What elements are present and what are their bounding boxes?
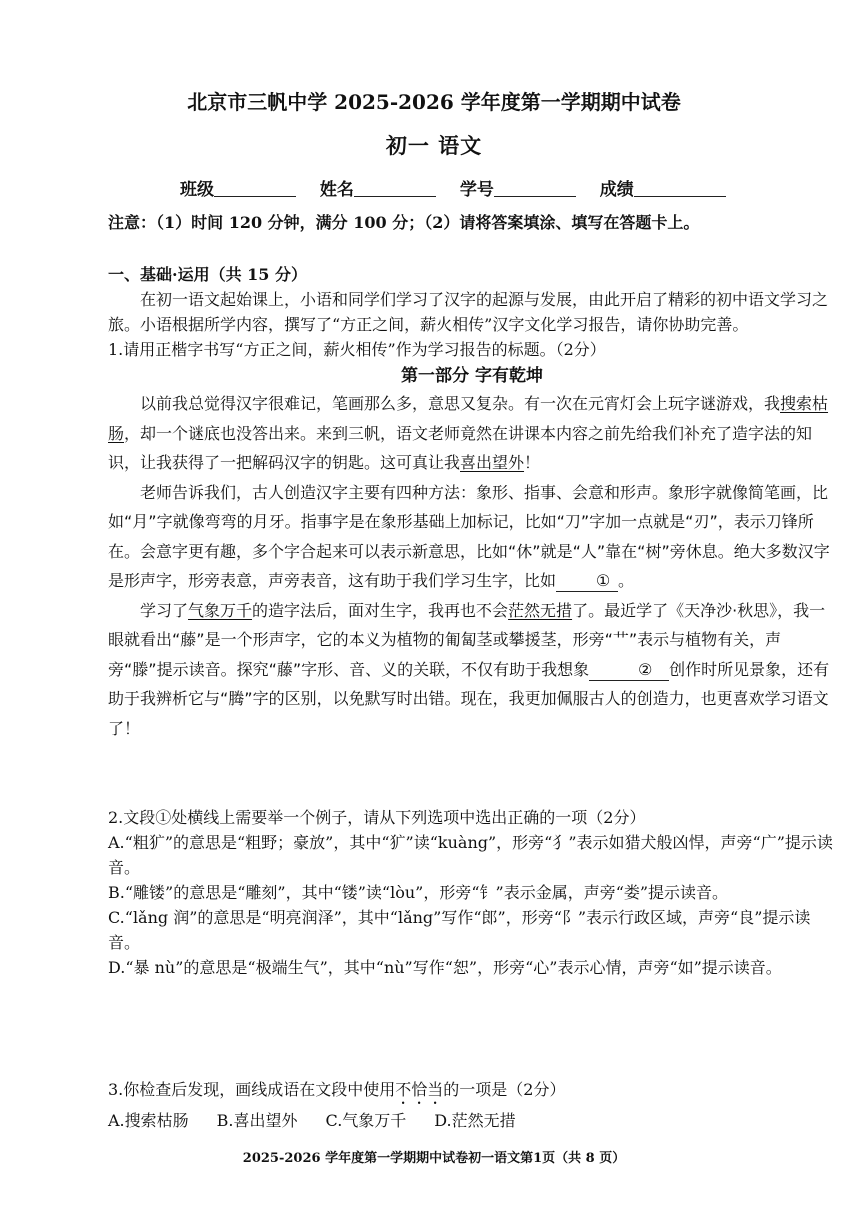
p2-text-b: 。 — [618, 571, 635, 590]
idiom-1: 搜索枯肠 — [108, 394, 829, 443]
class-label: 班级 — [180, 180, 214, 200]
q3-option-c[interactable]: C.气象万千 — [325, 1111, 407, 1130]
exam-title: 北京市三帆中学 2025-2026 学年度第一学期期中试卷 — [187, 90, 681, 114]
score-label: 成绩 — [599, 180, 634, 200]
q2-option-d[interactable]: D.“暴 nù”的意思是“极端生气”，其中“nù”写作“恕”，形旁“心”表示心情，声旁“如”提示读音。 — [108, 958, 782, 977]
p1-text-c: ！ — [524, 453, 541, 472]
name-label: 姓名 — [319, 180, 354, 200]
exam-subtitle: 初一 语文 — [385, 133, 483, 158]
section-1 — [108, 262, 836, 743]
idiom-3: 气象万千 — [188, 600, 253, 620]
class-blank[interactable] — [214, 180, 296, 197]
q3-options — [108, 1108, 836, 1133]
passage-paragraph-2 — [108, 478, 836, 596]
q3-stem-b: 的一项是（2分） — [443, 1080, 566, 1099]
name-blank[interactable] — [354, 180, 436, 197]
exam-notice: 注意：（1）时间 120 分钟，满分 100 分；（2）请将答案填涂、填写在答题卡上。 — [108, 213, 700, 232]
class-field — [180, 175, 296, 200]
student-info-row — [180, 175, 800, 200]
number-field — [460, 175, 576, 200]
section-1-intro: 在初一语文起始课上，小语和同学们学习了汉字的起源与发展，由此开启了精彩的初中语文学习之旅。小语根据所学内容，撰写了“方正之间，薪火相传”汉字文化学习报告，请你协助完善。 — [108, 290, 829, 334]
p3-text-d: 创作时所见景象，还有助于我辨析它与“腾”字的区别，以免默写时出错。现在，我更加佩服古人的创造力，也更喜欢学习语文了！ — [108, 659, 830, 738]
p2-text-a: 老师告诉我们，古人创造汉字主要有四种方法：象形、指事、会意和形声。象形字就像简笔画，比如“月”字就像弯弯的月牙。指事字是在象形基础上加标记，比如“刀”字加一点就是“刃”，表示刀锋所在。会意字更有趣，多个字合起来可以表示新意思，比如“休”就是“人”靠在“树”旁休息。绝大多数汉字是形声字，形旁表意，声旁表音，这有助于我们学习生字，比如 — [108, 482, 830, 590]
q3-option-a[interactable]: A.搜索枯肠 — [108, 1111, 189, 1130]
idiom-2: 喜出望外 — [460, 453, 525, 472]
name-field — [320, 175, 436, 200]
section-1-heading: 一、基础·运用（共 15 分） — [108, 265, 307, 284]
p1-text-b: ，却一个谜底也没答出来。来到三帆，语文老师竟然在讲课本内容之前先给我们补充了造字法的知识，让我获得了一把解码汉字的钥匙。这可真让我 — [108, 423, 813, 472]
question-2-stem: 2.文段①处横线上需要举一个例子，请从下列选项中选出正确的一项（2分） — [108, 808, 646, 827]
number-blank[interactable] — [494, 180, 576, 197]
q2-option-b[interactable]: B.“雕镂”的意思是“雕刻”，其中“镂”读“lòu”，形旁“钅”表示金属，声旁“娄”提示读音。 — [108, 883, 729, 902]
p3-text-b: 的造字法后，面对生字，我再也不会 — [252, 600, 509, 620]
part-1-title: 第一部分 字有乾坤 — [401, 366, 543, 386]
q3-option-b[interactable]: B.喜出望外 — [216, 1111, 298, 1130]
number-label: 学号 — [459, 180, 494, 200]
question-2 — [108, 805, 836, 980]
question-3 — [108, 1077, 836, 1133]
score-blank[interactable] — [634, 180, 726, 197]
q3-stem-a: 3.你检查后发现，画线成语在文段中使用 — [108, 1080, 396, 1099]
page-footer: 2025-2026 学年度第一学期期中试卷初一语文第1页（共 8 页） — [242, 1151, 626, 1166]
blank-1[interactable]: ① — [556, 571, 618, 592]
p3-text-a: 学习了 — [140, 600, 189, 620]
question-1: 1.请用正楷字书写“方正之间，薪火相传”作为学习报告的标题。（2分） — [108, 340, 606, 359]
passage-paragraph-3 — [108, 596, 836, 744]
p3-text-c: 了。最近学了《天净沙·秋思》，我一眼就看出“藤”是一个形声字，它的本义为植物的匍匐茎或攀援茎，形旁“艹”表示与植物有关，声旁“滕”提示读音。探究“藤”字形、音、义的关联，不仅有助于我想象 — [108, 600, 826, 679]
q2-option-a[interactable]: A.“粗犷”的意思是“粗野；豪放”，其中“犷”读“kuàng”，形旁“犭”表示如猎犬般凶悍，声旁“广”提示读音。 — [108, 833, 833, 877]
question-3-stem — [108, 1077, 836, 1108]
p1-text-a: 以前我总觉得汉字很难记，笔画那么多，意思又复杂。有一次在元宵灯会上玩字谜游戏，我 — [140, 394, 781, 413]
q2-option-c[interactable]: C.“lǎng 润”的意思是“明亮润泽”，其中“lǎng”写作“郎”，形旁“阝”表示行政区域，声旁“良”提示读音。 — [108, 908, 811, 952]
score-field — [600, 175, 726, 200]
idiom-4: 茫然无措 — [508, 600, 573, 620]
q3-emphasis: 不恰当 — [395, 1080, 444, 1099]
q3-option-d[interactable]: D.茫然无措 — [434, 1111, 516, 1130]
blank-2[interactable]: ② — [589, 660, 669, 681]
passage-paragraph-1 — [108, 389, 836, 478]
